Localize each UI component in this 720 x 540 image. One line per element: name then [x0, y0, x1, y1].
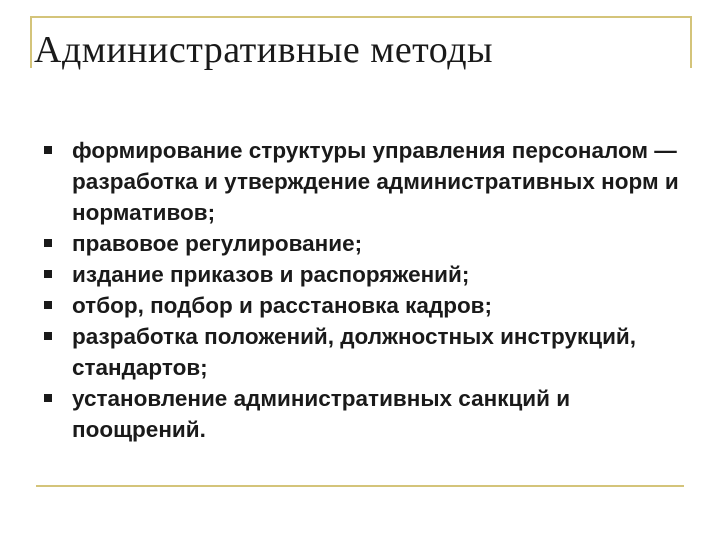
list-item-text: формирование структуры управления персоналом — разработка и утверждение административных норм и нормативов;	[72, 138, 679, 225]
list-item-text: отбор, подбор и расстановка кадров;	[72, 293, 493, 318]
list-item-text: разработка положений, должностных инструкций, стандартов;	[72, 324, 637, 380]
list-item	[40, 383, 680, 445]
frame-bottom-line	[36, 485, 684, 487]
frame-right-line	[690, 16, 692, 68]
square-bullet-icon	[44, 301, 52, 309]
square-bullet-icon	[44, 332, 52, 340]
list-item-text: установление административных санкций и поощрений.	[72, 386, 571, 442]
list-item-text: правовое регулирование;	[72, 231, 363, 256]
list-item	[40, 228, 680, 259]
list-item	[40, 135, 680, 228]
frame-left-line	[30, 16, 32, 68]
square-bullet-icon	[44, 146, 52, 154]
list-item	[40, 259, 680, 290]
list-item-text: издание приказов и распоряжений;	[72, 262, 470, 287]
bullet-list	[40, 135, 680, 445]
square-bullet-icon	[44, 239, 52, 247]
square-bullet-icon	[44, 394, 52, 402]
square-bullet-icon	[44, 270, 52, 278]
list-item	[40, 290, 680, 321]
list-item	[40, 321, 680, 383]
slide-title: Административные методы	[34, 29, 494, 71]
frame-top-line	[30, 16, 692, 18]
